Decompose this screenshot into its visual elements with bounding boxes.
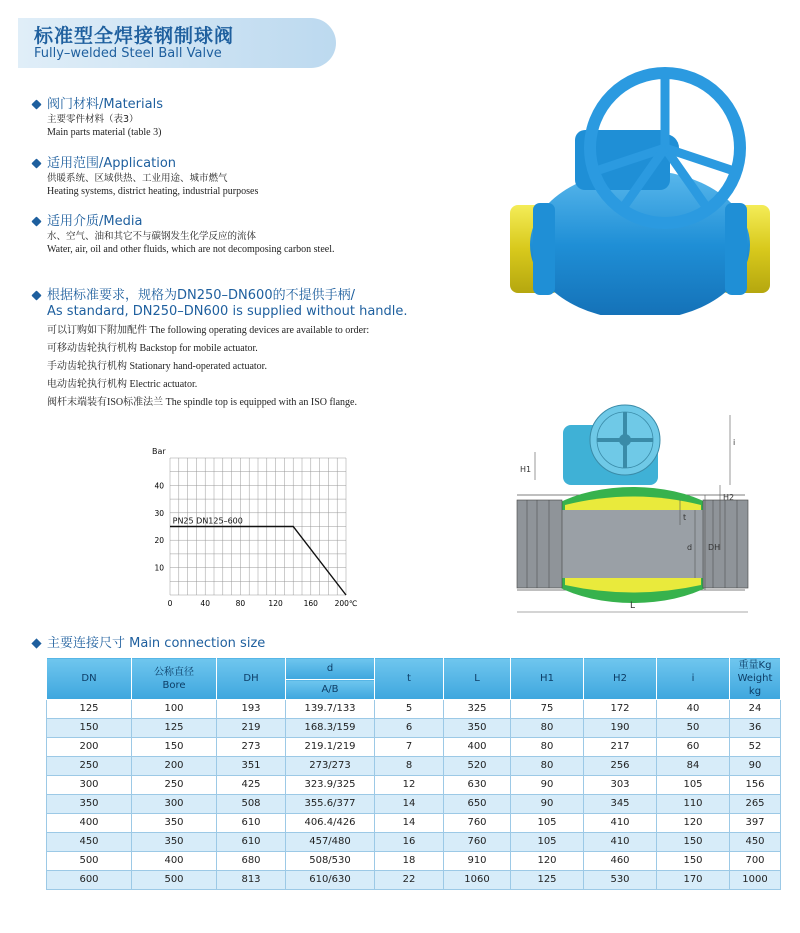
table-cell: 508/530 [286, 852, 375, 871]
table-cell: 350 [132, 814, 217, 833]
table-cell: 52 [730, 738, 781, 757]
standard-line: 可以订购如下附加配件 The following operating devices are available to order: [47, 325, 370, 336]
table-cell: 125 [132, 719, 217, 738]
materials-line-cn: 主要零件材料（表3） [47, 114, 139, 125]
table-cell: 60 [657, 738, 730, 757]
table-cell: 250 [132, 776, 217, 795]
x-tick-label: 80 [235, 599, 246, 608]
table-cell: 12 [375, 776, 444, 795]
table-cell: 24 [730, 700, 781, 719]
col-header-dh: DH [217, 658, 286, 700]
table-row [47, 776, 781, 795]
col-header-ab: A/B [286, 680, 375, 700]
table-cell: 18 [375, 852, 444, 871]
connection-heading-row [32, 632, 265, 651]
table-cell: 139.7/133 [286, 700, 375, 719]
table-cell: 80 [511, 719, 584, 738]
y-tick-label: 30 [154, 508, 164, 518]
table-cell: 6 [375, 719, 444, 738]
col-header-h2: H2 [584, 658, 657, 700]
col-header-h1: H1 [511, 658, 584, 700]
table-cell: 457/480 [286, 833, 375, 852]
weld-collar-right [725, 203, 747, 295]
bullet-icon [31, 216, 41, 226]
table-cell: 193 [217, 700, 286, 719]
series-label: PN25 DN125–600 [172, 516, 243, 526]
application-line-en: Heating systems, district heating, industrial purposes [47, 186, 259, 197]
media-line-cn: 水、空气、油和其它不与碳钢发生化学反应的流体 [47, 231, 257, 242]
table-cell: 397 [730, 814, 781, 833]
section-media [32, 214, 334, 256]
standard-heading-en: As standard, DN250–DN600 is supplied without handle. [47, 304, 408, 319]
table-cell: 120 [511, 852, 584, 871]
table-cell: 105 [657, 776, 730, 795]
dim-label-l: L [630, 601, 636, 611]
application-line-cn: 供暖系统、区域供热、工业用途、城市燃气 [47, 173, 228, 184]
dim-label-h1: H1 [520, 465, 532, 474]
table-cell: 610/630 [286, 871, 375, 890]
media-line-en: Water, air, oil and other fluids, which are not decomposing carbon steel. [47, 244, 335, 255]
materials-heading: 阀门材料/Materials [47, 97, 163, 112]
table-cell: 500 [47, 852, 132, 871]
table-cell: 100 [132, 700, 217, 719]
bullet-icon [31, 158, 41, 168]
col-header-bore: 公称直径 Bore [132, 658, 217, 700]
y-tick-label: 40 [154, 481, 164, 491]
x-tick-label: 200℃ [334, 599, 358, 608]
table-cell: 325 [444, 700, 511, 719]
table-row [47, 757, 781, 776]
table-cell: 14 [375, 814, 444, 833]
dim-label-d: d [687, 543, 693, 552]
col-header-dn: DN [47, 658, 132, 700]
table-cell: 75 [511, 700, 584, 719]
table-cell: 80 [511, 738, 584, 757]
dim-label-h2: H2 [723, 493, 735, 502]
table-cell: 630 [444, 776, 511, 795]
table-cell: 250 [47, 757, 132, 776]
table-cell: 5 [375, 700, 444, 719]
technical-drawing [505, 400, 765, 620]
table-cell: 530 [584, 871, 657, 890]
x-tick-label: 0 [167, 599, 173, 608]
table-cell: 170 [657, 871, 730, 890]
table-cell: 600 [47, 871, 132, 890]
table-cell: 90 [511, 776, 584, 795]
y-tick-label: 20 [154, 536, 164, 546]
materials-line-en: Main parts material (table 3) [47, 127, 162, 138]
table-cell: 16 [375, 833, 444, 852]
y-axis-label: Bar [152, 447, 166, 456]
x-tick-label: 40 [200, 599, 210, 608]
bullet-icon [31, 638, 41, 648]
x-tick-label: 160 [303, 599, 318, 608]
table-cell: 450 [47, 833, 132, 852]
table-cell: 355.6/377 [286, 795, 375, 814]
table-cell: 156 [730, 776, 781, 795]
standard-line: 阀杆末端装有ISO标准法兰 The spindle top is equipped with an ISO flange. [47, 397, 357, 408]
dim-label-dh: DH [708, 543, 721, 552]
table-row [47, 700, 781, 719]
table-row [47, 719, 781, 738]
y-tick-label: 10 [154, 563, 164, 573]
table-cell: 125 [47, 700, 132, 719]
connection-size-table [46, 657, 781, 890]
bullet-icon [31, 99, 41, 109]
table-cell: 150 [657, 833, 730, 852]
table-cell: 7 [375, 738, 444, 757]
table-cell: 256 [584, 757, 657, 776]
table-cell: 265 [730, 795, 781, 814]
table-cell: 303 [584, 776, 657, 795]
table-cell: 400 [444, 738, 511, 757]
table-cell: 168.3/159 [286, 719, 375, 738]
table-cell: 351 [217, 757, 286, 776]
table-cell: 40 [657, 700, 730, 719]
section-application [32, 156, 258, 198]
section-materials [32, 97, 163, 139]
standard-line: 可移动齿轮执行机构 Backstop for mobile actuator. [47, 343, 258, 354]
table-cell: 110 [657, 795, 730, 814]
table-cell: 50 [657, 719, 730, 738]
table-cell: 80 [511, 757, 584, 776]
page-title: 标准型全焊接钢制球阀 [34, 25, 235, 47]
col-header-weight: 重量Kg Weight kg [730, 658, 781, 700]
table-cell: 8 [375, 757, 444, 776]
col-header-l: L [444, 658, 511, 700]
table-row [47, 738, 781, 757]
table-cell: 200 [47, 738, 132, 757]
table-cell: 450 [730, 833, 781, 852]
table-cell: 400 [47, 814, 132, 833]
dim-label-t: t [683, 513, 687, 522]
table-cell: 680 [217, 852, 286, 871]
table-cell: 813 [217, 871, 286, 890]
table-cell: 760 [444, 833, 511, 852]
col-header-t: t [375, 658, 444, 700]
table-cell: 200 [132, 757, 217, 776]
valve-photo [505, 60, 790, 315]
table-cell: 520 [444, 757, 511, 776]
table-cell: 190 [584, 719, 657, 738]
dim-label-i: i [733, 438, 736, 447]
table-cell: 350 [444, 719, 511, 738]
table-cell: 105 [511, 833, 584, 852]
table-cell: 219 [217, 719, 286, 738]
drawing-pipe-left [517, 500, 562, 588]
standard-line: 手动齿轮执行机构 Stationary hand-operated actuator. [47, 361, 267, 372]
table-row [47, 833, 781, 852]
table-cell: 90 [511, 795, 584, 814]
table-cell: 345 [584, 795, 657, 814]
table-cell: 610 [217, 833, 286, 852]
table-cell: 150 [657, 852, 730, 871]
section-standard [32, 288, 408, 412]
table-cell: 273/273 [286, 757, 375, 776]
table-cell: 273 [217, 738, 286, 757]
table-cell: 36 [730, 719, 781, 738]
table-cell: 1060 [444, 871, 511, 890]
table-cell: 760 [444, 814, 511, 833]
table-cell: 1000 [730, 871, 781, 890]
table-cell: 350 [132, 833, 217, 852]
table-cell: 150 [47, 719, 132, 738]
table-cell: 700 [730, 852, 781, 871]
table-cell: 219.1/219 [286, 738, 375, 757]
table-cell: 650 [444, 795, 511, 814]
table-cell: 84 [657, 757, 730, 776]
valve-body [530, 170, 750, 315]
page-subtitle: Fully–welded Steel Ball Valve [34, 46, 222, 61]
bullet-icon [31, 290, 41, 300]
table-cell: 410 [584, 814, 657, 833]
table-cell: 460 [584, 852, 657, 871]
table-cell: 400 [132, 852, 217, 871]
table-cell: 172 [584, 700, 657, 719]
table-cell: 125 [511, 871, 584, 890]
table-cell: 610 [217, 814, 286, 833]
connection-heading: 主要连接尺寸 Main connection size [47, 636, 266, 651]
table-row [47, 871, 781, 890]
table-cell: 508 [217, 795, 286, 814]
table-row [47, 852, 781, 871]
table-cell: 500 [132, 871, 217, 890]
table-cell: 910 [444, 852, 511, 871]
table-cell: 425 [217, 776, 286, 795]
table-cell: 217 [584, 738, 657, 757]
table-cell: 323.9/325 [286, 776, 375, 795]
table-cell: 105 [511, 814, 584, 833]
table-cell: 350 [47, 795, 132, 814]
table-cell: 22 [375, 871, 444, 890]
table-cell: 14 [375, 795, 444, 814]
table-cell: 300 [47, 776, 132, 795]
standard-heading-cn: 根据标准要求，规格为DN250–DN600的不提供手柄/ [47, 288, 355, 303]
media-heading: 适用介质/Media [47, 214, 143, 229]
col-header-d: d [286, 658, 375, 680]
table-cell: 150 [132, 738, 217, 757]
table-cell: 406.4/426 [286, 814, 375, 833]
weld-collar-left [533, 203, 555, 295]
table-cell: 300 [132, 795, 217, 814]
table-row [47, 795, 781, 814]
table-cell: 120 [657, 814, 730, 833]
table-row [47, 814, 781, 833]
application-heading: 适用范围/Application [47, 156, 177, 171]
pressure-temperature-chart [148, 440, 363, 610]
col-header-i: i [657, 658, 730, 700]
table-cell: 90 [730, 757, 781, 776]
drawing-handwheel [590, 405, 660, 475]
table-cell: 410 [584, 833, 657, 852]
x-tick-label: 120 [268, 599, 283, 608]
standard-line: 电动齿轮执行机构 Electric actuator. [47, 379, 198, 390]
